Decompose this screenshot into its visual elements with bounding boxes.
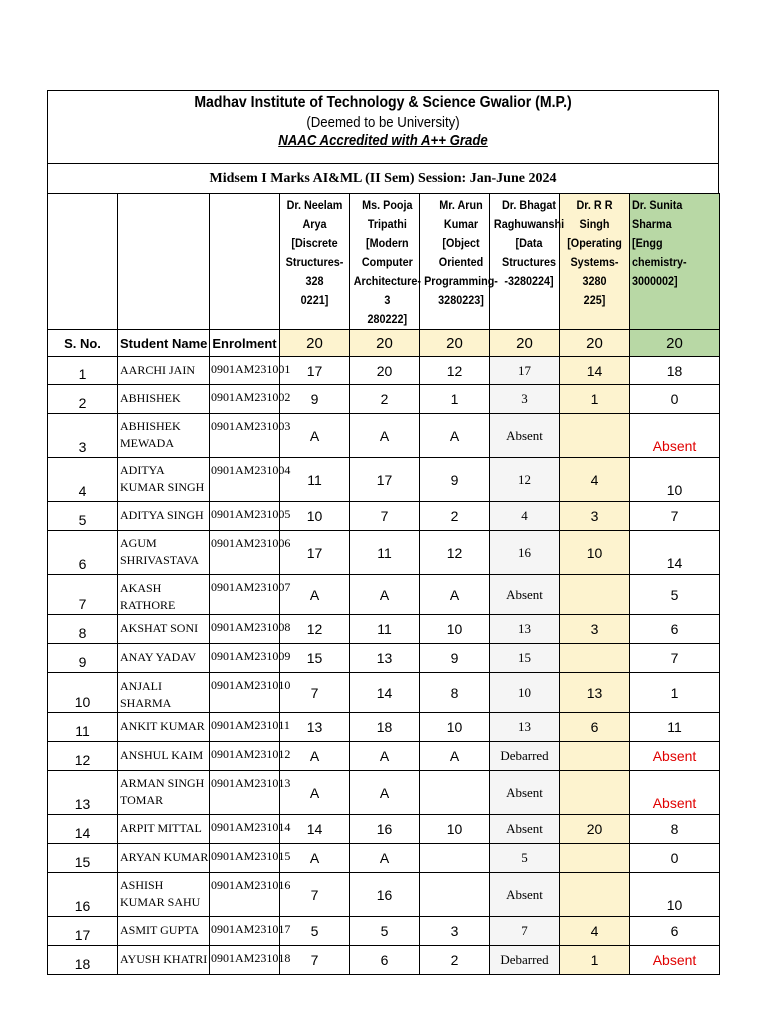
mark-cell: 16 <box>350 815 420 844</box>
mark-cell: 10 <box>420 615 490 644</box>
table-row <box>48 502 720 531</box>
mark-cell: 18 <box>630 357 720 385</box>
mark-cell: 14 <box>560 357 630 385</box>
mark-cell <box>560 844 630 873</box>
mark-cell: Debarred <box>490 742 560 771</box>
mark-cell: 10 <box>420 713 490 742</box>
enrolment-number: 0901AM231006 <box>210 531 280 575</box>
mark-cell: 1 <box>560 946 630 975</box>
mark-cell: 1 <box>420 385 490 414</box>
mark-cell: 17 <box>490 357 560 385</box>
subject-header-discrete: Dr. Neelam Arya [Discrete Structures-328 0221] <box>280 194 350 330</box>
mark-cell: 15 <box>280 644 350 673</box>
table-row <box>48 742 720 771</box>
max-marks: 20 <box>350 330 420 357</box>
mark-cell: 15 <box>490 644 560 673</box>
subject-header-architecture: Ms. Pooja Tripathi [Modern Computer Architecture-3 280222] <box>350 194 420 330</box>
mark-cell: 2 <box>420 946 490 975</box>
enrolment-number: 0901AM231012 <box>210 742 280 771</box>
table-row <box>48 615 720 644</box>
serial-number: 12 <box>48 742 118 771</box>
table-row <box>48 414 720 458</box>
table-row <box>48 575 720 615</box>
blank-cell <box>118 194 210 330</box>
mark-cell: 16 <box>490 531 560 575</box>
student-name: ARMAN SINGH TOMAR <box>118 771 210 815</box>
enrolment-number: 0901AM231014 <box>210 815 280 844</box>
mark-cell: 3 <box>560 502 630 531</box>
serial-number: 10 <box>48 673 118 713</box>
serial-number: 7 <box>48 575 118 615</box>
mark-cell: 5 <box>490 844 560 873</box>
student-name: AARCHI JAIN <box>118 357 210 385</box>
serial-number: 5 <box>48 502 118 531</box>
enrolment-number: 0901AM231003 <box>210 414 280 458</box>
mark-cell: Absent <box>490 771 560 815</box>
mark-cell <box>560 414 630 458</box>
mark-cell <box>420 844 490 873</box>
max-marks: 20 <box>630 330 720 357</box>
mark-cell: 5 <box>630 575 720 615</box>
mark-cell: 9 <box>420 458 490 502</box>
max-marks: 20 <box>560 330 630 357</box>
mark-cell: Absent <box>490 873 560 917</box>
mark-cell: 7 <box>280 946 350 975</box>
mark-cell: 6 <box>630 615 720 644</box>
university-status: (Deemed to be University) <box>306 114 460 131</box>
mark-cell: 1 <box>630 673 720 713</box>
mark-cell: 7 <box>630 644 720 673</box>
table-row <box>48 873 720 917</box>
serial-number: 18 <box>48 946 118 975</box>
mark-cell: 8 <box>420 673 490 713</box>
mark-cell: 10 <box>630 873 720 917</box>
institute-header <box>47 90 719 163</box>
mark-cell <box>420 771 490 815</box>
mark-cell: 20 <box>560 815 630 844</box>
accreditation-line: NAAC Accredited with A++ Grade <box>278 132 488 149</box>
mark-cell: 7 <box>630 502 720 531</box>
mark-cell: 17 <box>280 531 350 575</box>
enrolment-number: 0901AM231008 <box>210 615 280 644</box>
student-name: AYUSH KHATRI <box>118 946 210 975</box>
mark-cell: 13 <box>280 713 350 742</box>
mark-cell <box>560 873 630 917</box>
serial-number: 1 <box>48 357 118 385</box>
table-row <box>48 531 720 575</box>
mark-cell: A <box>350 771 420 815</box>
enrolment-number: 0901AM231011 <box>210 713 280 742</box>
student-name: ASMIT GUPTA <box>118 917 210 946</box>
serial-number: 17 <box>48 917 118 946</box>
sno-header: S. No. <box>48 330 118 357</box>
table-row <box>48 357 720 385</box>
serial-number: 6 <box>48 531 118 575</box>
mark-cell: 18 <box>350 713 420 742</box>
mark-cell: A <box>350 844 420 873</box>
serial-number: 16 <box>48 873 118 917</box>
serial-number: 14 <box>48 815 118 844</box>
mark-cell: 10 <box>420 815 490 844</box>
student-name: ABHISHEK <box>118 385 210 414</box>
table-row <box>48 771 720 815</box>
serial-number: 2 <box>48 385 118 414</box>
max-marks: 20 <box>420 330 490 357</box>
mark-cell <box>420 873 490 917</box>
student-name: ANKIT KUMAR <box>118 713 210 742</box>
subject-header-os: Dr. R R Singh [Operating Systems-3280 225] <box>560 194 630 330</box>
mark-cell: 12 <box>490 458 560 502</box>
serial-number: 9 <box>48 644 118 673</box>
table-row <box>48 946 720 975</box>
student-name: AKSHAT SONI <box>118 615 210 644</box>
subject-header-chemistry: Dr. Sunita Sharma [Engg chemistry-3000002] <box>630 194 720 330</box>
institute-name: Madhav Institute of Technology & Science Gwalior (M.P.) <box>194 94 572 111</box>
mark-cell: 6 <box>630 917 720 946</box>
student-name: ADITYA KUMAR SINGH <box>118 458 210 502</box>
mark-cell: A <box>350 575 420 615</box>
max-marks: 20 <box>490 330 560 357</box>
mark-cell: 4 <box>560 917 630 946</box>
student-name: ARPIT MITTAL <box>118 815 210 844</box>
student-name: AGUM SHRIVASTAVA <box>118 531 210 575</box>
enrolment-number: 0901AM231002 <box>210 385 280 414</box>
blank-cell <box>48 194 118 330</box>
mark-cell: A <box>420 742 490 771</box>
mark-cell: 0 <box>630 385 720 414</box>
mark-cell: 9 <box>420 644 490 673</box>
table-row <box>48 458 720 502</box>
table-row <box>48 644 720 673</box>
marks-table <box>47 193 720 975</box>
mark-cell: Absent <box>490 815 560 844</box>
subject-header-oop: Mr. Arun Kumar [Object Oriented Programming- 3280223] <box>420 194 490 330</box>
mark-cell: 17 <box>280 357 350 385</box>
mark-cell: 11 <box>350 531 420 575</box>
mark-cell: A <box>280 575 350 615</box>
mark-cell: 14 <box>630 531 720 575</box>
table-row <box>48 713 720 742</box>
enrolment-number: 0901AM231007 <box>210 575 280 615</box>
marks-sheet <box>47 90 719 975</box>
enrolment-number: 0901AM231015 <box>210 844 280 873</box>
mark-cell: 10 <box>280 502 350 531</box>
mark-cell: Absent <box>630 414 720 458</box>
enrolment-number: 0901AM231017 <box>210 917 280 946</box>
session-title: Midsem I Marks AI&ML (II Sem) Session: Jan-June 2024 <box>47 163 719 193</box>
enrolment-number: 0901AM231009 <box>210 644 280 673</box>
mark-cell <box>560 575 630 615</box>
mark-cell: 11 <box>350 615 420 644</box>
mark-cell: Absent <box>490 414 560 458</box>
mark-cell: 10 <box>630 458 720 502</box>
mark-cell: A <box>420 414 490 458</box>
mark-cell: 10 <box>490 673 560 713</box>
mark-cell: 13 <box>560 673 630 713</box>
student-name: ANJALI SHARMA <box>118 673 210 713</box>
mark-cell: 9 <box>280 385 350 414</box>
mark-cell: 4 <box>490 502 560 531</box>
serial-number: 8 <box>48 615 118 644</box>
mark-cell: 13 <box>490 713 560 742</box>
mark-cell: 14 <box>280 815 350 844</box>
mark-cell: 12 <box>280 615 350 644</box>
mark-cell: 7 <box>280 873 350 917</box>
mark-cell: A <box>280 742 350 771</box>
student-name: ADITYA SINGH <box>118 502 210 531</box>
table-row <box>48 917 720 946</box>
mark-cell: 2 <box>420 502 490 531</box>
mark-cell: 10 <box>560 531 630 575</box>
enrolment-number: 0901AM231013 <box>210 771 280 815</box>
mark-cell: Debarred <box>490 946 560 975</box>
max-marks-row <box>48 330 720 357</box>
mark-cell: Absent <box>630 946 720 975</box>
enrolment-number: 0901AM231004 <box>210 458 280 502</box>
student-name: ANAY YADAV <box>118 644 210 673</box>
mark-cell: 20 <box>350 357 420 385</box>
mark-cell: A <box>350 414 420 458</box>
mark-cell: 7 <box>490 917 560 946</box>
enrolment-number: 0901AM231018 <box>210 946 280 975</box>
table-row <box>48 673 720 713</box>
student-name: ARYAN KUMAR <box>118 844 210 873</box>
mark-cell: 8 <box>630 815 720 844</box>
mark-cell <box>560 644 630 673</box>
enrolment-number: 0901AM231010 <box>210 673 280 713</box>
serial-number: 11 <box>48 713 118 742</box>
mark-cell: A <box>280 844 350 873</box>
mark-cell: 0 <box>630 844 720 873</box>
enrolment-number: 0901AM231016 <box>210 873 280 917</box>
mark-cell: 6 <box>560 713 630 742</box>
mark-cell: 13 <box>490 615 560 644</box>
enrolment-header: Enrolment <box>210 330 280 357</box>
mark-cell: Absent <box>490 575 560 615</box>
mark-cell: 3 <box>490 385 560 414</box>
mark-cell: 11 <box>630 713 720 742</box>
mark-cell: Absent <box>630 771 720 815</box>
mark-cell: 3 <box>560 615 630 644</box>
mark-cell <box>560 742 630 771</box>
mark-cell: 12 <box>420 357 490 385</box>
enrolment-number: 0901AM231005 <box>210 502 280 531</box>
subject-header-row <box>48 194 720 330</box>
mark-cell: 12 <box>420 531 490 575</box>
student-name: ABHISHEK MEWADA <box>118 414 210 458</box>
serial-number: 15 <box>48 844 118 873</box>
enrolment-number: 0901AM231001 <box>210 357 280 385</box>
blank-cell <box>210 194 280 330</box>
mark-cell: A <box>350 742 420 771</box>
mark-cell: 13 <box>350 644 420 673</box>
mark-cell: 16 <box>350 873 420 917</box>
table-row <box>48 844 720 873</box>
student-name: ANSHUL KAIM <box>118 742 210 771</box>
serial-number: 3 <box>48 414 118 458</box>
serial-number: 4 <box>48 458 118 502</box>
mark-cell: 14 <box>350 673 420 713</box>
mark-cell: 2 <box>350 385 420 414</box>
student-name: AKASH RATHORE <box>118 575 210 615</box>
mark-cell: A <box>280 414 350 458</box>
student-name-header: Student Name <box>118 330 210 357</box>
mark-cell: A <box>420 575 490 615</box>
student-name: ASHISH KUMAR SAHU <box>118 873 210 917</box>
mark-cell: Absent <box>630 742 720 771</box>
table-row <box>48 815 720 844</box>
table-row <box>48 385 720 414</box>
max-marks: 20 <box>280 330 350 357</box>
mark-cell: A <box>280 771 350 815</box>
mark-cell <box>560 771 630 815</box>
subject-header-data-structures: Dr. Bhagat Raghuwanshi [Data Structures -3280224] <box>490 194 560 330</box>
mark-cell: 11 <box>280 458 350 502</box>
mark-cell: 17 <box>350 458 420 502</box>
mark-cell: 5 <box>280 917 350 946</box>
mark-cell: 7 <box>350 502 420 531</box>
serial-number: 13 <box>48 771 118 815</box>
mark-cell: 7 <box>280 673 350 713</box>
mark-cell: 3 <box>420 917 490 946</box>
mark-cell: 4 <box>560 458 630 502</box>
mark-cell: 6 <box>350 946 420 975</box>
mark-cell: 5 <box>350 917 420 946</box>
mark-cell: 1 <box>560 385 630 414</box>
